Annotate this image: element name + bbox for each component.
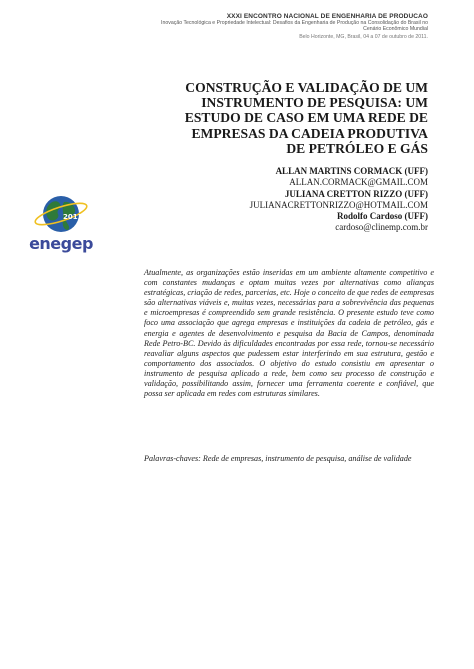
author-email: ALLAN.CORMACK@GMAIL.COM [289, 177, 428, 188]
keywords: Palavras-chaves: Rede de empresas, instrumento de pesquisa, análise de validade [144, 454, 412, 463]
title-line: DE PETRÓLEO E GÁS [286, 140, 428, 156]
author-email: cardoso@clinemp.com.br [335, 222, 428, 233]
enegep-logo [28, 190, 94, 260]
paper-title [128, 80, 428, 156]
conference-theme-line-2: Cenário Econômico Mundial [363, 26, 428, 33]
author-name: Rodolfo Cardoso (UFF) [337, 211, 428, 222]
abstract-text: Atualmente, as organizações estão inseridas em um ambiente altamente competitivo e com constantes mudanças e optam muitas vezes por alternativas como alianças estratégicas, criação de redes, parcerias, etc. Hoje o conceito de que redes de eempresas são alternativas viáveis e, muitas vezes, necessárias para a sobrevivência das pequenas e microempresas é compreendido sem grande resistência. O presente estudo teve como foco uma associação que agrega empresas e instituições da cadeia de petróleo, gás e energia e agentes de desenvolvimento e pesquisa da Bacia de Campos, denominada Rede Petro-BC. Devido às dificuldades encontradas por essa rede, tornou-se necessário reavaliar alguns aspectos que pudessem estar interferindo em sua estrutura, gestão e comportamento dos associados. O objetivo do estudo consistiu em apresentar o instrumento de pesquisa aplicado a rede, bem como seu processo de construção e validação, possibilitando assim, fornecer uma ferramenta coerente e confiável, que possa ser aplicada em redes com estruturas similares. [144, 268, 434, 399]
title-line: CONSTRUÇÃO E VALIDAÇÃO DE UM [185, 80, 428, 95]
globe-icon [28, 190, 94, 236]
title-line: EMPRESAS DA CADEIA PRODUTIVA [191, 125, 428, 141]
logo-wordmark: enegep [29, 234, 93, 253]
conference-header [128, 13, 428, 40]
author-name: JULIANA CRETTON RIZZO (UFF) [284, 188, 428, 199]
author-list [128, 166, 428, 234]
conference-theme-line-1: Inovação Tecnológica e Propriedade Intelectual: Desafios da Engenharia de Produção na Consolidação do Brasil no [161, 20, 428, 26]
author-name: ALLAN MARTINS CORMACK (UFF) [275, 166, 428, 176]
title-line: INSTRUMENTO DE PESQUISA: UM [201, 95, 428, 111]
abstract [144, 268, 434, 399]
title-line: ESTUDO DE CASO EM UMA REDE DE [184, 110, 428, 126]
conference-place-date: Belo Horizonte, MG, Brasil, 04 a 07 de outubro de 2011. [299, 33, 428, 40]
author-email: JULIANACRETTONRIZZO@HOTMAIL.COM [249, 199, 428, 210]
conference-name: XXXI ENCONTRO NACIONAL DE ENGENHARIA DE PRODUCAO [226, 13, 428, 20]
logo-year: 2011 [63, 213, 83, 221]
